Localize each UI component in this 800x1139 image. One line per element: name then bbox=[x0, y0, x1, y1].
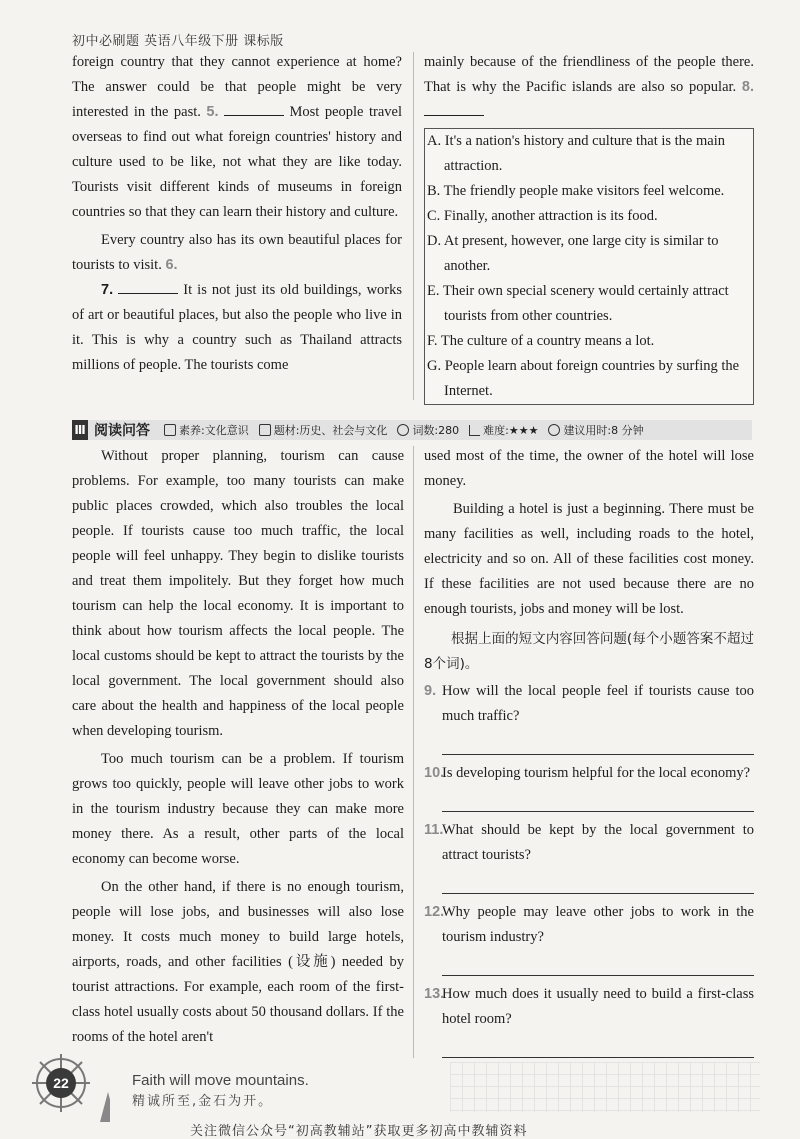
paragraph bbox=[72, 50, 402, 225]
competency-label: 素养:文化意识 bbox=[179, 424, 249, 437]
question-12 bbox=[424, 900, 754, 950]
answer-line[interactable] bbox=[442, 754, 754, 755]
question-number: 7. bbox=[101, 282, 114, 298]
page-header: 初中必刷题 英语八年级下册 课标版 bbox=[72, 34, 284, 49]
topic-label: 题材:历史、社会与文化 bbox=[273, 424, 388, 437]
column-divider bbox=[413, 446, 414, 1058]
question-text: How much does it usually need to build a first-class hotel room? bbox=[442, 986, 754, 1027]
question-number: 13. bbox=[424, 986, 445, 1002]
question-text: Is developing tourism helpful for the local economy? bbox=[442, 765, 751, 781]
time-meta bbox=[548, 422, 643, 438]
paragraph: Too much tourism can be a problem. If tourism grows too quickly, people will leave other jobs to work in the tourism industry because they can make more money there. As a result, other parts of the local economy can become worse. bbox=[72, 751, 404, 867]
option-b: B. The friendly people make visitors feel welcome. bbox=[427, 183, 725, 199]
question-9 bbox=[424, 679, 754, 729]
section-number: Ⅲ bbox=[72, 420, 88, 440]
passage-bottom-left bbox=[72, 444, 404, 1050]
question-number: 6. bbox=[165, 257, 178, 273]
competency-meta bbox=[164, 422, 249, 438]
pen-icon bbox=[397, 424, 409, 436]
options-box bbox=[424, 128, 754, 405]
answer-line[interactable] bbox=[442, 893, 754, 894]
text: Every country also has its own beautiful places for tourists to visit. bbox=[72, 232, 402, 273]
column-divider bbox=[413, 52, 414, 400]
word-count-label: 词数:280 bbox=[412, 424, 460, 437]
text: It is not just its old buildings, works of art or beautiful places, but also the people who live in it. This is why a country such as Thailand attracts millions of people. The tourists come bbox=[72, 282, 403, 373]
document-icon bbox=[259, 424, 271, 436]
question-text: How will the local people feel if tourists cause too much traffic? bbox=[442, 683, 754, 724]
text: foreign country that they cannot experience at home? The answer could be that people might be very interested in the past. bbox=[72, 54, 402, 120]
paragraph: Building a hotel is just a beginning. There must be many facilities as well, including roads to the hotel, electricity and so on. All of these facilities cost money. If these facilities are not used because there are no enough tourists, jobs and money will be lost. bbox=[424, 501, 754, 617]
option-g: G. People learn about foreign countries by surfing the Internet. bbox=[427, 358, 740, 399]
passage-top-left bbox=[72, 50, 402, 378]
difficulty-label: 难度:★★★ bbox=[483, 424, 539, 437]
answer-blank[interactable] bbox=[424, 101, 484, 116]
question-number: 12. bbox=[424, 904, 445, 920]
page-number: 22 bbox=[46, 1068, 76, 1098]
passage-top-right bbox=[424, 50, 754, 125]
footer-note: 关注微信公众号“初高教辅站”获取更多初高中教辅资料 bbox=[190, 1124, 528, 1139]
option-d: D. At present, however, one large city is similar to another. bbox=[427, 233, 719, 274]
question-10 bbox=[424, 761, 754, 786]
motto-english: Faith will move mountains. bbox=[132, 1072, 309, 1089]
question-text: Why people may leave other jobs to work in the tourism industry? bbox=[442, 904, 754, 945]
question-11 bbox=[424, 818, 754, 868]
book-icon bbox=[164, 424, 176, 436]
text: mainly because of the friendliness of the people there. That is why the Pacific islands are also so popular. bbox=[424, 54, 754, 95]
text: Most people travel overseas to find out what foreign countries' history and culture used to be like, not what they are like today. Tourists visit different kinds of museums in foreign countries so that they can learn their history and culture. bbox=[72, 104, 403, 220]
answer-line[interactable] bbox=[442, 975, 754, 976]
paragraph bbox=[424, 50, 754, 125]
paragraph bbox=[72, 228, 402, 278]
difficulty-meta bbox=[469, 422, 538, 438]
clock-icon bbox=[548, 424, 560, 436]
answer-blank[interactable] bbox=[118, 279, 178, 294]
section-title: 阅读问答 bbox=[94, 423, 150, 439]
paragraph bbox=[72, 278, 402, 378]
chart-icon bbox=[469, 425, 480, 436]
motto-chinese: 精诚所至,金石为开。 bbox=[132, 1094, 274, 1109]
option-c: C. Finally, another attraction is its food. bbox=[427, 208, 658, 224]
word-count-meta bbox=[397, 422, 459, 438]
question-number: 8. bbox=[741, 79, 754, 95]
question-text: What should be kept by the local government to attract tourists? bbox=[442, 822, 754, 863]
option-a: A. It's a nation's history and culture that is the main attraction. bbox=[427, 133, 725, 174]
paragraph: used most of the time, the owner of the hotel will lose money. bbox=[424, 448, 754, 489]
topic-meta bbox=[259, 422, 388, 438]
paragraph: On the other hand, if there is no enough tourism, people will lose jobs, and businesses will also lose money. It costs much money to build large hotels, airports, roads, and other facilities (设施) needed by tourist attractions. For example, each room of the first-class hotel usually costs about 50 thousand dollars. If the rooms of the hotel aren't bbox=[72, 879, 404, 1045]
question-number: 10. bbox=[424, 765, 445, 781]
question-number: 9. bbox=[424, 683, 437, 699]
answer-blank[interactable] bbox=[224, 101, 284, 116]
option-f: F. The culture of a country means a lot. bbox=[427, 333, 655, 349]
question-number: 11. bbox=[424, 822, 444, 838]
answer-line[interactable] bbox=[442, 811, 754, 812]
passage-bottom-right bbox=[424, 444, 754, 1058]
grid-decoration bbox=[450, 1062, 760, 1112]
instruction: 根据上面的短文内容回答问题(每个小题答案不超过8个词)。 bbox=[424, 631, 754, 672]
section-header bbox=[72, 420, 752, 440]
option-e: E. Their own special scenery would certainly attract tourists from other countries. bbox=[427, 283, 729, 324]
time-label: 建议用时:8 分钟 bbox=[563, 424, 644, 437]
question-13 bbox=[424, 982, 754, 1032]
question-number: 5. bbox=[206, 104, 219, 120]
paragraph: Without proper planning, tourism can cause problems. For example, too many tourists can make public places crowded, which also troubles the local people. If tourists cause too much traffic, the local people will feel unhappy. They begin to dislike tourists and treat them impolitely. But they forget how much tourism can help the local economy. It is important to think about how tourism affects the local people. The local customs should be kept to attract the tourists by the local government. The local government should also care about the health and happiness of the local people when developing tourism. bbox=[72, 448, 404, 739]
